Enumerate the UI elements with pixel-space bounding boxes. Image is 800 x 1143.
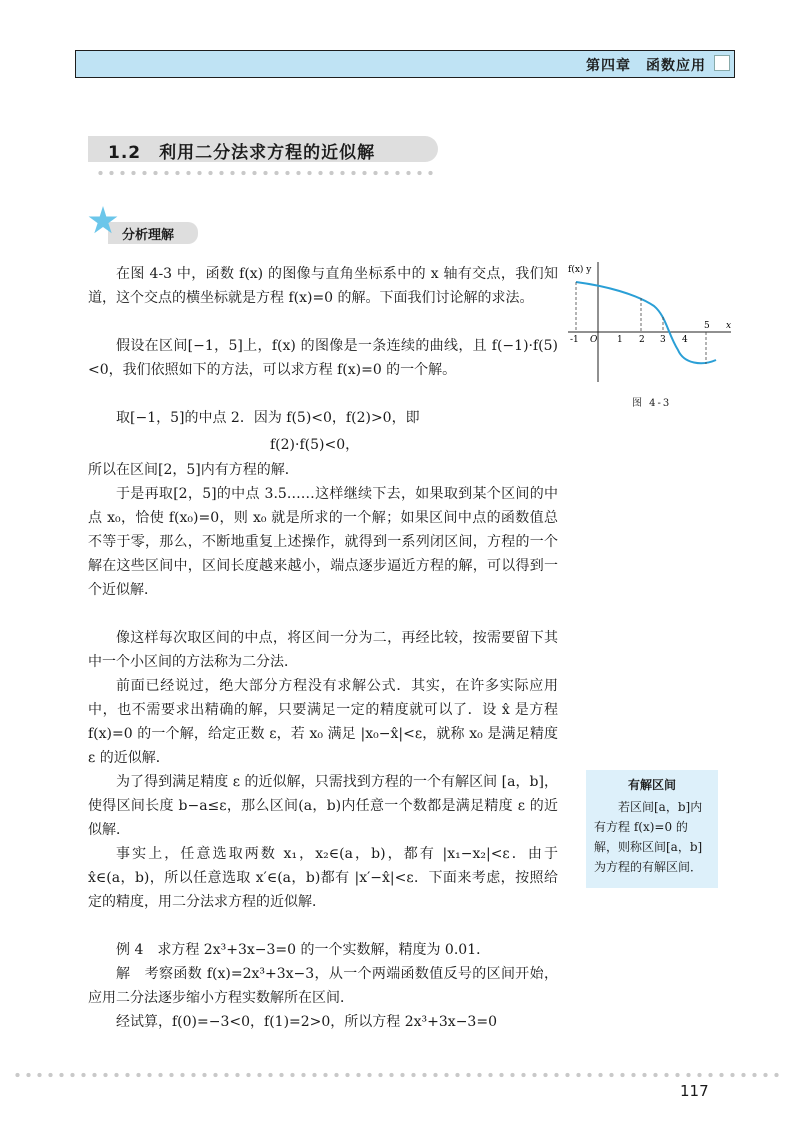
function-curve <box>576 282 716 363</box>
paragraph-9: 事实上，任意选取两数 x₁，x₂∈(a，b)，都有 |x₁−x₂|<ε．由于 x̂∈(a，b)，所以任意选取 x′∈(a，b)都有 |x′−x̂|<ε．下面来考虑，按照给定的精度，用二分法求方程的近似解． <box>88 846 558 910</box>
page-number: 117 <box>680 1082 709 1100</box>
tick-label: 4 <box>682 335 688 345</box>
chapter-header <box>75 50 735 78</box>
paragraph-3: 取[−1，5]的中点 2．因为 f(5)<0，f(2)>0，即 <box>116 410 420 426</box>
sidebar-body: 若区间[a，b]内有方程 f(x)=0 的解，则称区间[a，b]为方程的有解区间． <box>594 800 703 874</box>
paragraph-6: 像这样每次取区间的中点，将区间一分为二，再经比较，按需要留下其中一个小区间的方法称为二分法． <box>88 630 558 670</box>
origin-label: O <box>590 335 598 345</box>
header-square-icon <box>714 55 730 71</box>
sidebar-title: 有解区间 <box>627 778 676 792</box>
paragraph-4: 所以在区间[2，5]内有方程的解． <box>88 462 299 478</box>
formula: f(2)·f(5)<0， <box>270 437 360 453</box>
figure-4-3 <box>566 260 736 385</box>
tick-label: 5 <box>704 321 710 331</box>
tick-label: 1 <box>617 335 623 345</box>
example-4: 例 4 求方程 2x³+3x−3=0 的一个实数解，精度为 0.01． <box>116 942 491 958</box>
solution-paragraph: 解 考察函数 f(x)=2x³+3x−3，从一个两端函数值反号的区间开始，应用二分法逐步缩小方程实数解所在区间． <box>88 966 558 1006</box>
footer-dotted-divider <box>12 1072 782 1078</box>
figure-caption: 图 4-3 <box>632 398 672 409</box>
trial-paragraph: 经试算，f(0)=−3<0，f(1)=2>0，所以方程 2x³+3x−3=0 <box>116 1014 497 1030</box>
section-dotted-divider <box>95 170 435 176</box>
tick-label: -1 <box>570 335 579 345</box>
paragraph-1: 在图 4-3 中，函数 f(x) 的图像与直角坐标系中的 x 轴有交点，我们知道，这个交点的横坐标就是方程 f(x)=0 的解。下面我们讨论解的求法。 <box>88 266 558 306</box>
sidebar-note <box>586 770 718 888</box>
section-title: 1.2 利用二分法求方程的近似解 <box>108 143 376 163</box>
paragraph-7: 前面已经说过，绝大部分方程没有求解公式．其实，在许多实际应用中，也不需要求出精确的解，只要满足一定的精度就可以了．设 x̂ 是方程 f(x)=0 的一个解，给定正数 ε，若 x₀ 满足 |x₀−x̂|<ε，就称 x₀ 是满足精度 ε 的近似解． <box>88 678 558 766</box>
y-axis-label: f(x) y <box>568 265 592 275</box>
x-axis-label: x <box>726 321 732 331</box>
chapter-title: 第四章 函数应用 <box>586 58 706 74</box>
tick-label: 3 <box>660 335 666 345</box>
paragraph-2: 假设在区间[−1，5]上，f(x) 的图像是一条连续的曲线，且 f(−1)·f(5)<0，我们依照如下的方法，可以求方程 f(x)=0 的一个解。 <box>88 338 558 378</box>
tick-label: 2 <box>639 335 645 345</box>
paragraph-8: 为了得到满足精度 ε 的近似解，只需找到方程的一个有解区间 [a，b]，使得区间长度 b−a≤ε，那么区间(a，b)内任意一个数都是满足精度 ε 的近似解． <box>88 774 558 838</box>
badge-label: 分析理解 <box>122 228 175 243</box>
paragraph-5: 于是再取[2，5]的中点 3.5……这样继续下去，如果取到某个区间的中点 x₀，恰使 f(x₀)=0，则 x₀ 就是所求的一个解；如果区间中点的函数值总不等于零，那么，不断地重复上述操作，就得到一系列闭区间，方程的一个解在这些区间中，区间长度越来越小，端点逐步逼近方程的解，可以得到一个近似解． <box>88 486 558 598</box>
